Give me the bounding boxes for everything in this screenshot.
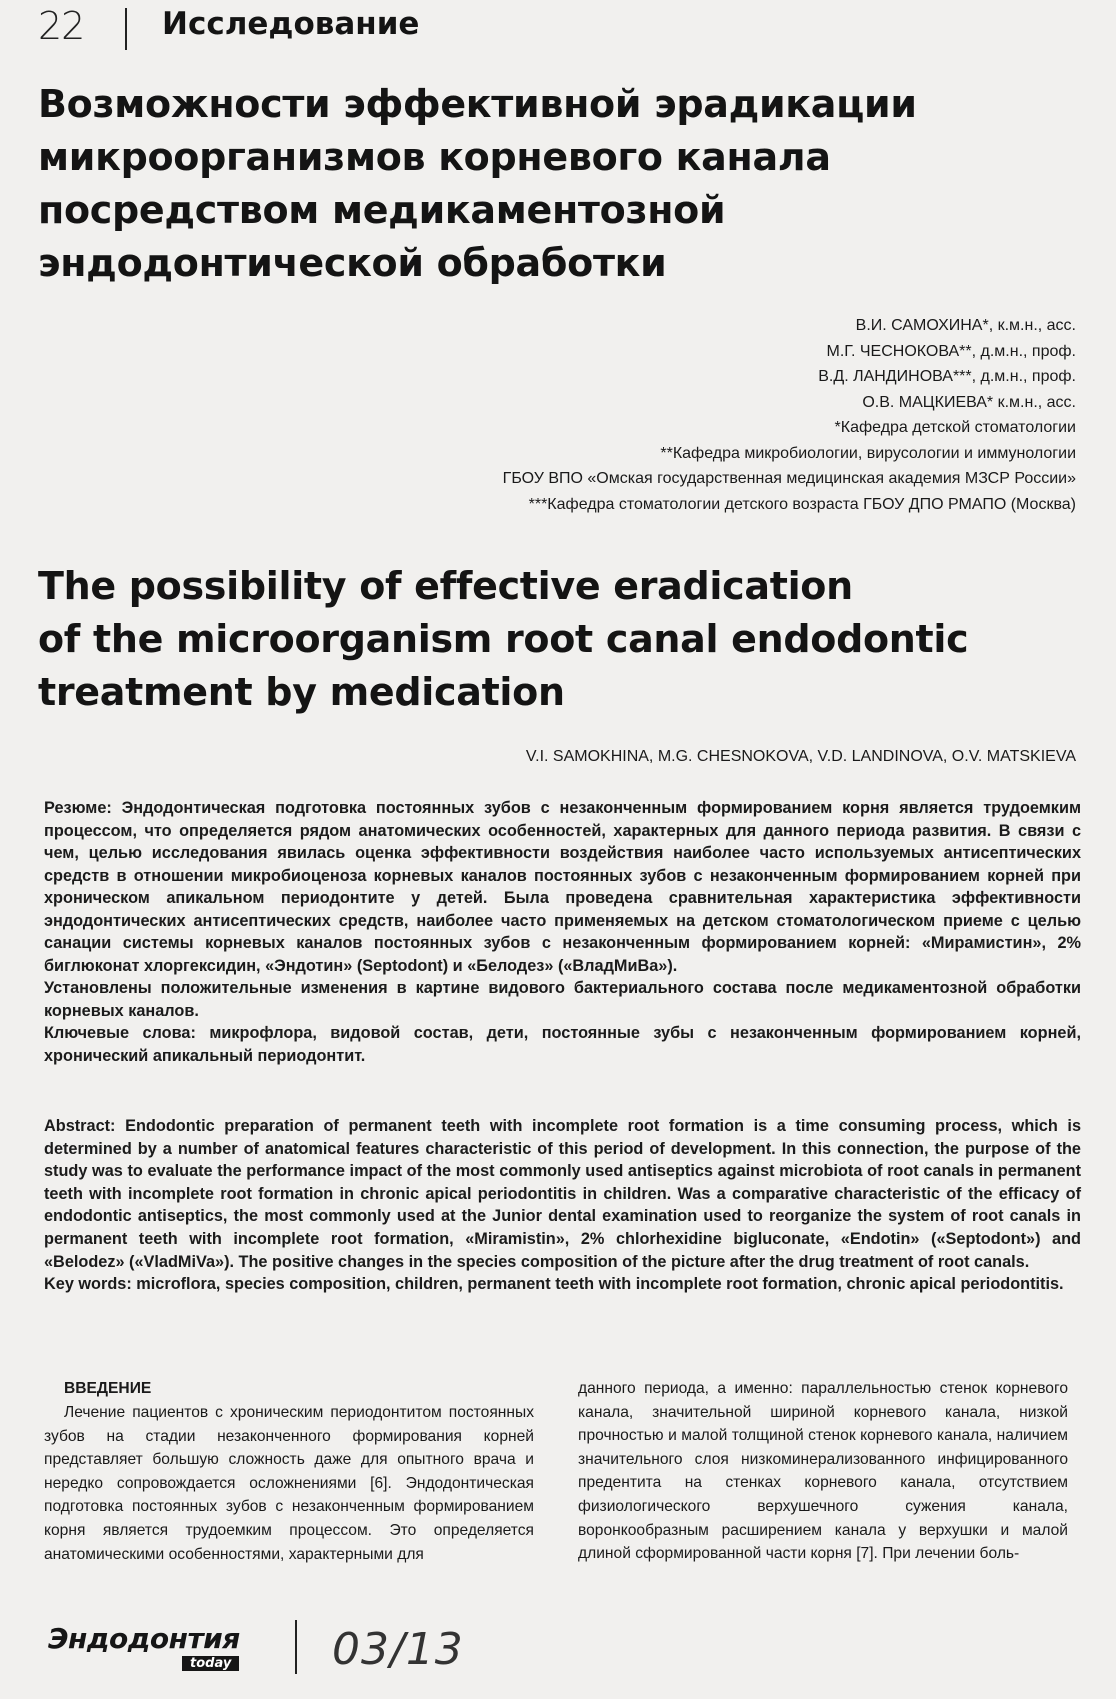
abstract-ru-text: Эндодонтическая подготовка постоянных зубов с незаконченным формированием корня является трудоемким процессом, что определяется рядом анатомических особенностей, характерных для данного периода развития. В связи с чем, целью исследования явилась оценка эффективности воздействия наиболее часто используемых антисептических средств в отношении микробиоценоза корневых каналов постоянных зубов с незаконченным формированием корней при хроническом апикальном периодонтите у детей. Была проведена сравнительная характеристика эффективности эндодонтических антисептических средств, наиболее часто применяемых на детском стоматологическом приеме с целью санации системы корневых каналов постоянных зубов с незаконченным формированием корней: «Мирамистин», 2% биглюконат хлоргексидин, «Эндотин» (Septodont) и «Белодез» («ВладМиВа»). <box>44 799 1081 975</box>
keywords-ru-text: микрофлора, видовой состав, дети, постоянные зубы с незаконченным формированием корней, хронический апикальный периодонтит. <box>44 1024 1081 1065</box>
issue-number: 03/13 <box>332 1624 464 1675</box>
footer-divider <box>295 1620 297 1674</box>
title-en-line: of the microorganism root canal endodontic <box>38 617 969 661</box>
abstract-ru-label: Резюме: <box>44 799 112 817</box>
keywords-ru-label: Ключевые слова: <box>44 1024 196 1042</box>
abstract-en-paragraph <box>44 1115 1081 1273</box>
affiliation-line: ***Кафедра стоматологии детского возраста ГБОУ ДПО РМАПО (Москва) <box>528 495 1076 513</box>
author-line: В.И. САМОХИНА*, к.м.н., асс. <box>855 317 1076 334</box>
authors-ru-block <box>356 313 1076 517</box>
title-ru-line: микроорганизмов корневого канала <box>38 135 831 179</box>
title-en-line: treatment by medication <box>38 670 565 714</box>
affiliation-line: ГБОУ ВПО «Омская государственная медицинская академия МЗСР России» <box>502 470 1076 487</box>
header-divider <box>125 8 127 50</box>
logo-sub: today <box>182 1656 239 1671</box>
abstract-en <box>44 1115 1081 1296</box>
body-column-left <box>44 1377 534 1566</box>
abstract-ru-paragraph: Установлены положительные изменения в картине видового бактериального состава после медикаментозной обработки корневых каналов. <box>44 979 1081 1020</box>
authors-en: V.I. SAMOKHINA, M.G. CHESNOKOVA, V.D. LANDINOVA, O.V. MATSKIEVA <box>525 748 1076 765</box>
page-number: 22 <box>38 4 85 48</box>
keywords-en-label: Key words: <box>44 1275 132 1294</box>
keywords-ru <box>44 1022 1081 1067</box>
title-ru-line: посредством медикаментозной <box>38 188 726 232</box>
abstract-en-text: Endodontic preparation of permanent teeth with incomplete root formation is a time consuming process, which is determined by a number of anatomical features characteristic of this period of development. In this connection, the purpose of the study was to evaluate the performance impact of the most commonly used antiseptics against microbiota of root canals in permanent teeth with incomplete root formation in chronic apical periodontitis in children. Was a comparative characteristic of the efficacy of endodontic antiseptics, the most commonly used at the Junior dental examination used to reorganize the system of root canals in permanent teeth with incomplete root formation, «Miramistin», 2% chlorhexidine bigluconate, «Endotin» («Septodont») and «Belodez» («VladMiVa»). The positive changes in the species composition of the picture after the drug treatment of root canals. <box>44 1117 1081 1271</box>
intro-heading: ВВЕДЕНИЕ <box>64 1380 152 1397</box>
journal-logo <box>48 1622 268 1672</box>
author-line: В.Д. ЛАНДИНОВА***, д.м.н., проф. <box>818 368 1076 385</box>
section-title: Исследование <box>162 6 420 42</box>
abstract-ru <box>44 797 1081 1067</box>
title-ru-line: эндодонтической обработки <box>38 241 667 285</box>
article-title-ru <box>38 78 1088 290</box>
title-ru-line: Возможности эффективной эрадикации <box>38 82 917 126</box>
article-title-en <box>38 560 1098 719</box>
affiliation-line: **Кафедра микробиологии, вирусологии и иммунологии <box>660 444 1076 462</box>
intro-text-left: Лечение пациентов с хроническим периодонтитом постоянных зубов на стадии незаконченного формирования корней представляет большую сложность даже для опытного врача и нередко сопровождается осложнениями [6]. Эндодонтическая подготовка постоянных зубов с незаконченным формированием корня является трудоемким процессом. Это определяется анатомическими особенностями, характерными для <box>44 1404 534 1563</box>
keywords-en <box>44 1273 1081 1296</box>
logo-word: Эндодонтия <box>48 1622 240 1655</box>
abstract-en-label: Abstract: <box>44 1117 116 1135</box>
title-en-line: The possibility of effective eradication <box>38 564 853 608</box>
intro-text-right: данного периода, а именно: параллельностью стенок корневого канала, значительной шириной корневого канала, низкой прочностью и малой толщиной стенок корневого канала, наличием значительного слоя низкоминерализованного инфицированного предентита на стенках корневого канала, отсутствием физиологического верхушечного сужения канала, воронкообразным расширением канала у верхушки и малой длиной сформированной части корня [7]. При лечении боль- <box>578 1380 1068 1563</box>
author-line: М.Г. ЧЕСНОКОВА**, д.м.н., проф. <box>826 342 1076 360</box>
keywords-en-text: microflora, species composition, children, permanent teeth with incomplete root formation, chronic apical periodontitis. <box>136 1275 1064 1294</box>
abstract-ru-paragraph <box>44 797 1081 977</box>
affiliation-line: *Кафедра детской стоматологии <box>834 419 1076 436</box>
author-line: О.В. МАЦКИЕВА* к.м.н., асс. <box>862 393 1076 411</box>
body-column-right <box>578 1377 1068 1566</box>
